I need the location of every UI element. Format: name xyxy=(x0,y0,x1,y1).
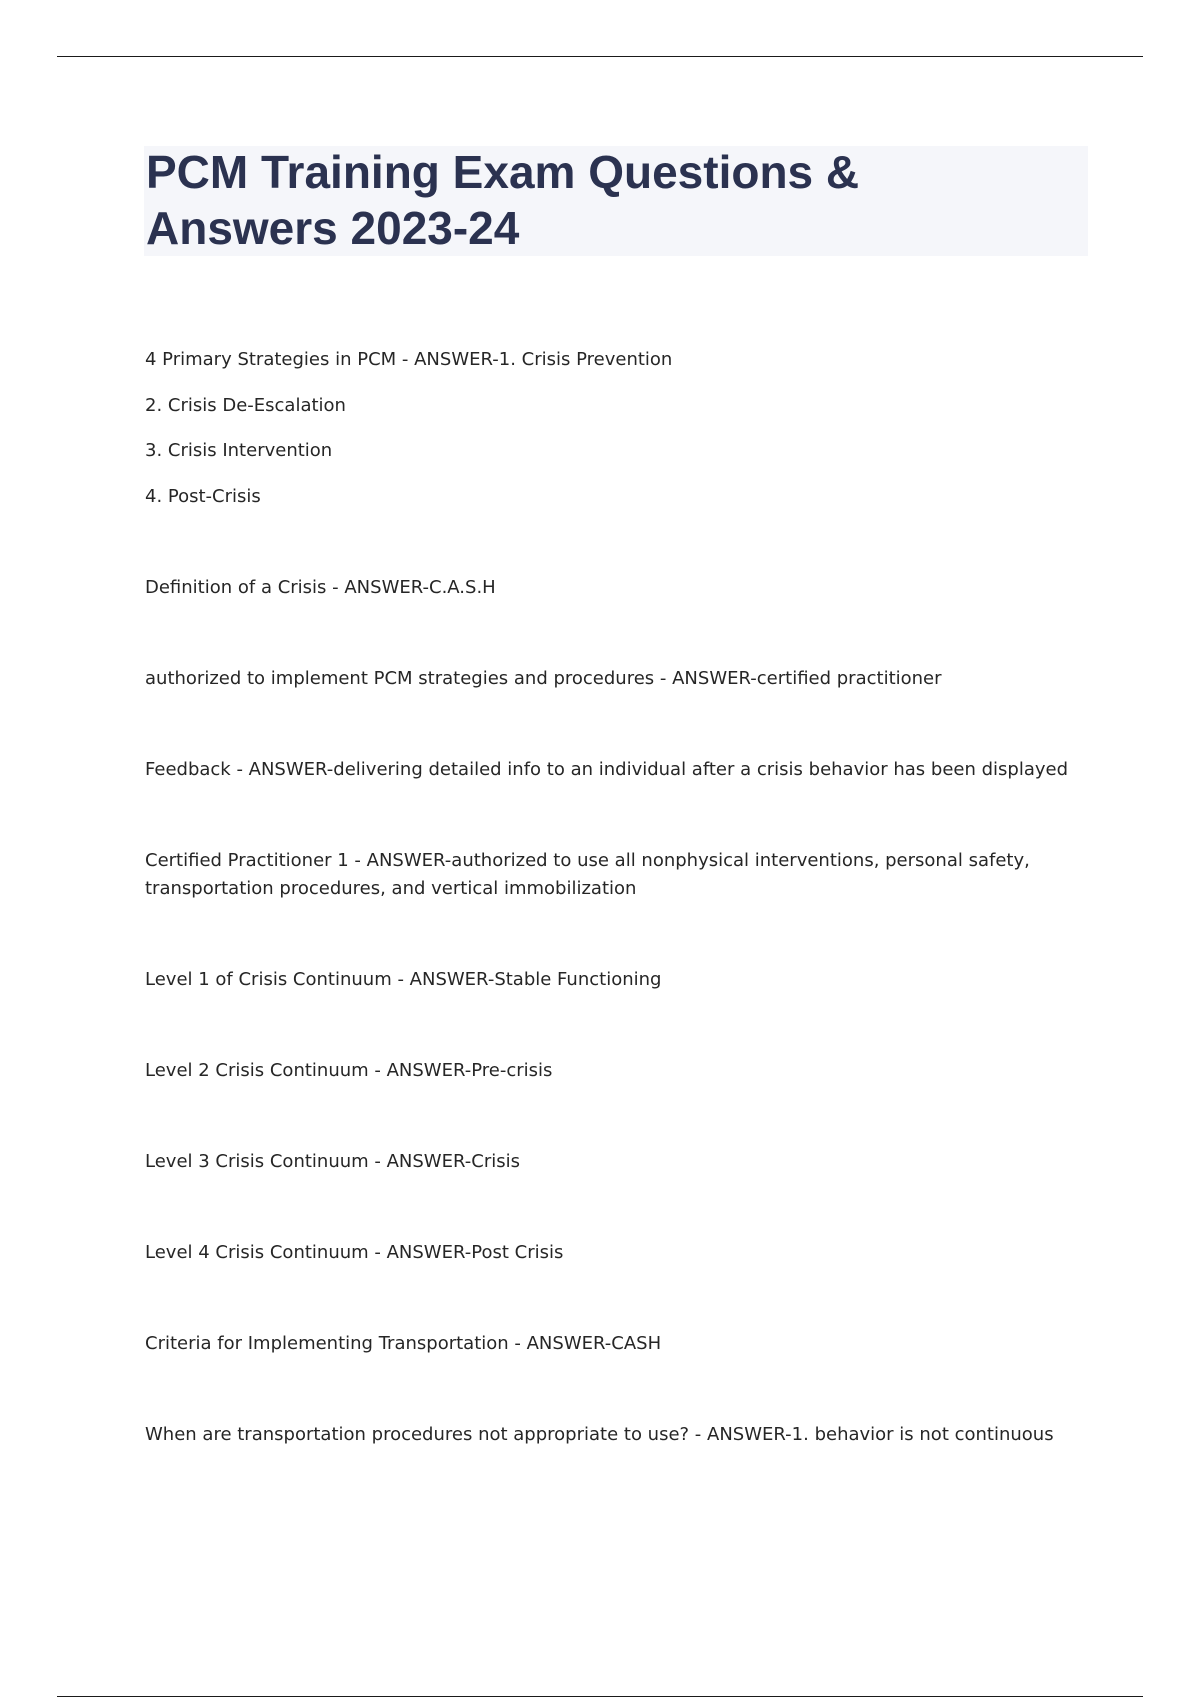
page-title xyxy=(146,144,1046,256)
list-item: 4. Post-Crisis xyxy=(145,486,261,507)
qa-item-level-1: Level 1 of Crisis Continuum - ANSWER-Stable Functioning xyxy=(145,969,662,990)
qa-item-certified-practitioner: Certified Practitioner 1 - ANSWER-authorized to use all nonphysical interventions, personal safety, xyxy=(145,850,1030,871)
qa-item-transportation-not-appropriate: When are transportation procedures not appropriate to use? - ANSWER-1. behavior is not continuous xyxy=(145,1424,1054,1445)
title-line-1: PCM Training Exam Questions & xyxy=(146,146,860,198)
list-item: 3. Crisis Intervention xyxy=(145,440,333,461)
qa-item-feedback: Feedback - ANSWER-delivering detailed info to an individual after a crisis behavior has been displayed xyxy=(145,759,1069,780)
qa-item-level-3: Level 3 Crisis Continuum - ANSWER-Crisis xyxy=(145,1151,520,1172)
qa-item-definition: Definition of a Crisis - ANSWER-C.A.S.H xyxy=(145,577,496,598)
title-line-2: Answers 2023-24 xyxy=(146,202,520,254)
footer-rule xyxy=(57,1696,1143,1697)
header-rule xyxy=(57,56,1143,57)
qa-item-level-2: Level 2 Crisis Continuum - ANSWER-Pre-crisis xyxy=(145,1060,553,1081)
list-item: 2. Crisis De-Escalation xyxy=(145,395,346,416)
qa-item-strategies: 4 Primary Strategies in PCM - ANSWER-1. Crisis Prevention xyxy=(145,349,673,370)
qa-item-level-4: Level 4 Crisis Continuum - ANSWER-Post Crisis xyxy=(145,1242,564,1263)
qa-item-transportation-criteria: Criteria for Implementing Transportation - ANSWER-CASH xyxy=(145,1333,662,1354)
qa-item-certified-practitioner-cont: transportation procedures, and vertical immobilization xyxy=(145,878,637,899)
qa-item-authorized: authorized to implement PCM strategies and procedures - ANSWER-certified practitioner xyxy=(145,668,942,689)
